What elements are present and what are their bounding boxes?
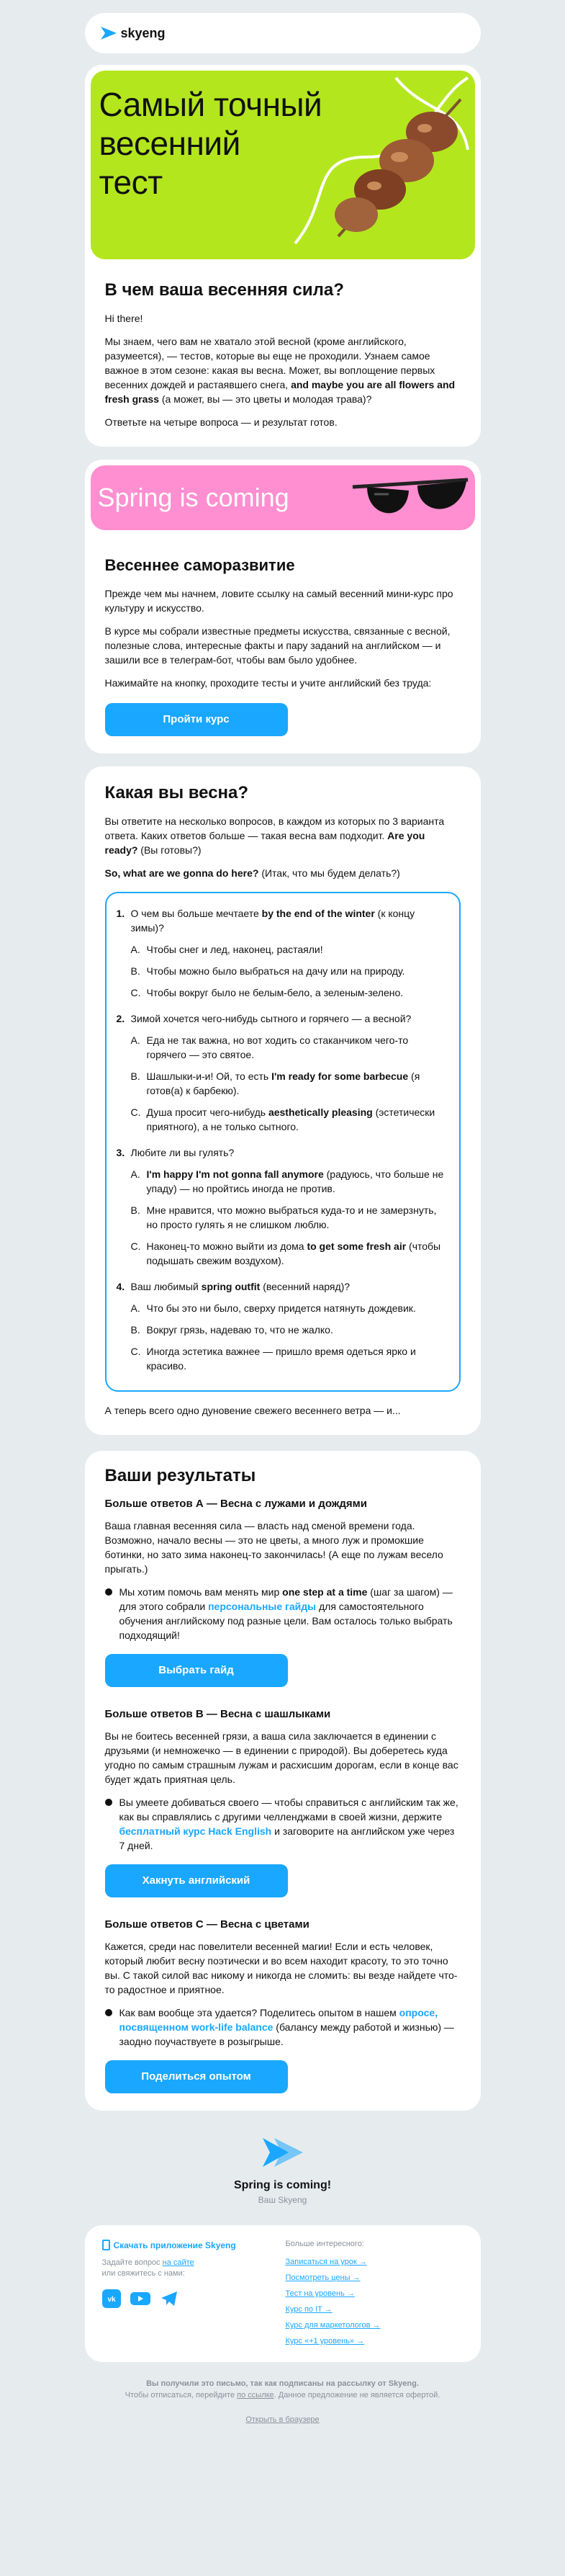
sign-title: Spring is coming! [233,2179,332,2191]
greeting: Hi there! [104,313,143,324]
take-course-button[interactable]: Пройти курс [105,703,288,736]
result-b-title: Больше ответов B — Весна с шашлыками [104,1708,331,1720]
legal-notes [85,2362,481,2425]
hero-title: Самый точный весенний тест [99,86,322,201]
result-a-title: Больше ответов А — Весна с лужами и дождями [104,1498,368,1510]
footer-left [102,2240,286,2349]
answer-option: B. Вокруг грязь, надеваю то, что не жалко. [130,1324,333,1336]
results-heading: Ваши результаты [104,1466,256,1485]
download-app-link[interactable]: Скачать приложение Skyeng [102,2240,286,2250]
spring-banner [91,465,475,530]
course-card [85,460,481,753]
footer-card [85,2225,481,2362]
answer-option: B. Чтобы можно было выбраться на дачу или на природу. [130,965,405,977]
hack-english-button[interactable]: Хакнуть английский [105,1864,288,1897]
answer-option: A. Что бы это ни было, сверху придется натянуть дождевик. [130,1302,416,1314]
answer-option: C. Душа просит чего-нибудь aesthetically pleasing (эстетически приятного), а не только сытного. [130,1106,435,1132]
bullet-dot-icon [105,2009,112,2016]
footer-link[interactable]: Курс для маркетологов → [285,2321,381,2330]
hero-intro-2: Ответьте на четыре вопроса — и результат готов. [104,416,338,428]
answer-option: A. Чтобы снег и лед, наконец, растаяли! [130,944,323,955]
hack-english-link[interactable]: бесплатный курс Hack English [119,1825,272,1837]
footer-link[interactable]: Записаться на урок → [285,2258,367,2266]
sunglasses-icon [345,465,475,530]
skewer-image-icon [288,71,475,259]
note-unsubscribe: Чтобы отписаться, перейдите по ссылке. Данное предложение не является офертой. [125,2391,440,2400]
question-text: 3. Любите ли вы гулять? [116,1147,235,1158]
sign-sub: Ваш Skyeng [258,2195,307,2205]
answer-option: A. I'm happy I'm not gonna fall anymore (радуюсь, что больше не упаду) — но пройтись иногда не против. [130,1168,444,1194]
result-b-bullet: Вы умеете добиваться своего — чтобы справиться с английским так же, как вы справлялись с другими челленджами в своей жизни, держите бесплатный курс Hack English и заговорите на английском уже через 7 дней. [105,1795,461,1853]
quiz-box [105,892,461,1392]
bullet-dot-icon [105,1799,112,1806]
share-experience-button[interactable]: Поделиться опытом [105,2060,288,2093]
course-p1: Прежде чем мы начнем, ловите ссылку на самый весенний мини-курс про культуру и искусство. [104,588,453,614]
guides-link[interactable]: персональные гайды [208,1601,317,1612]
result-b-text: Вы не боитесь весенней грязи, а ваша сила заключается в единении с друзьями (и немножечко — в единении с природой). Вы доберетесь куда угодно по самым страшным лужам и расхисшим дорогам, если в конце вас будет ждать приятная цель. [104,1730,458,1785]
question-2 [117,1011,449,1134]
question-3 [117,1145,449,1268]
site-link[interactable]: на сайте [162,2258,194,2267]
course-heading: Весеннее саморазвитие [104,556,295,574]
result-c-title: Больше ответов C — Весна с цветами [104,1918,309,1931]
footer-link[interactable]: Курс «+1 уровень» → [285,2337,365,2345]
answer-option: B. Шашлыки-и-и! Ой, то есть I'm ready for some barbecue (я готов(а) к барбекю). [130,1070,420,1096]
telegram-icon[interactable] [160,2289,178,2308]
question-text: 1. О чем вы больше мечтаете by the end of the winter (к концу зимы)? [116,908,415,934]
footer-ask: Задайте вопрос на сайте или свяжитесь с нами: [101,2258,194,2278]
result-c-bullet: Как вам вообще эта удается? Поделитесь опытом в нашем опросе, посвященном work-life balance (балансу между работой и жизнью) — заодно поучаствуете в розыгрыше. [105,2005,461,2049]
footer-right [286,2240,464,2349]
phone-icon [102,2240,110,2250]
note-subscribed: Вы получили это письмо, так как подписаны на рассылку от Skyeng. [146,2379,419,2388]
quiz-heading: Какая вы весна? [104,783,249,802]
course-p3: Нажимайте на кнопку, проходите тесты и учите английский без труда: [104,677,432,689]
footer-more: Больше интересного: [285,2240,364,2248]
hero-heading: В чем ваша весенняя сила? [104,280,344,300]
question-text: 2. Зимой хочется чего-нибудь сытного и горячего — а весной? [116,1013,412,1024]
answer-option: C. Иногда эстетика важнее — пришло время одеться ярко и красиво. [130,1346,416,1372]
course-p2: В курсе мы собрали известные предметы искусства, связанные с весной, полезные слова, интересные факты и пару заданий на английском — и зашили все в телеграм-бот, чтобы вам было удобнее. [104,625,451,666]
hero-intro: Мы знаем, чего вам не хватало этой весной (кроме английского, разумеется), — тестов, которые вы еще не проходили. Узнаем самое важное в этом сезоне: какая вы весна. Может, вы воплощение первых весенних дождей и растаявшего снега, and maybe you are all flowers and fresh grass (а может, вы — это цветы и молодая трава)? [104,336,456,405]
hero-banner [91,71,475,259]
skyeng-logo-icon [101,27,117,40]
results-card [85,1451,481,2111]
bullet-dot-icon [105,1588,112,1596]
sign-off [85,2111,481,2225]
answer-option: A. Еда не так важна, но вот ходить со стаканчиком чего-то горячего — это святое. [130,1034,409,1060]
survey-link[interactable]: опросе, посвященном work-life balance [119,2007,438,2033]
quiz-outro: А теперь всего одно дуновение свежего весеннего ветра — и... [104,1405,401,1416]
unsubscribe-link[interactable]: по ссылке [237,2391,274,2400]
hero-card [85,65,481,447]
question-text: 4. Ваш любимый spring outfit (весенний наряд)? [116,1281,351,1292]
social-icons [102,2289,286,2308]
quiz-intro: Вы ответите на несколько вопросов, в каждом из которых по 3 варианта ответа. Каких ответов больше — такая весна вам подходит. Are you ready? (Вы готовы?) [104,815,445,856]
footer-link[interactable]: Посмотреть цены → [285,2273,361,2282]
quiz-so: So, what are we gonna do here? (Итак, что мы будем делать?) [104,867,400,879]
answer-option: C. Чтобы вокруг было не белым-бело, а зеленым-зелено. [130,987,404,998]
footer-link[interactable]: Курс по IT → [285,2305,333,2314]
question-4 [117,1279,449,1373]
youtube-icon[interactable] [130,2289,151,2308]
question-1 [117,906,449,1000]
choose-guide-button[interactable]: Выбрать гайд [105,1654,288,1687]
vk-icon[interactable] [102,2289,121,2308]
brand-name: skyeng [120,25,166,40]
skyeng-logo-icon [261,2137,304,2168]
svg-text:vk: vk [107,2296,116,2304]
footer-link[interactable]: Тест на уровень → [285,2289,355,2298]
result-a-bullet: Мы хотим помочь вам менять мир one step at a time (шаг за шагом) — для этого собрали персональные гайды для самостоятельного обучения английскому под разные цели. Вам осталось только выбрать подходящий! [105,1585,461,1642]
answer-option: C. Наконец-то можно выйти из дома to get some fresh air (чтобы подышать свежим воздухом). [130,1240,441,1266]
header-card [85,13,481,53]
open-in-browser-link[interactable]: Открыть в браузере [245,2415,320,2424]
answer-option: B. Мне нравится, что можно выбраться куда-то и не замерзнуть, но просто гулять я не слишком люблю. [130,1204,437,1230]
quiz-card [85,766,481,1435]
result-c-text: Кажется, среди нас повелители весенней магии! Если и есть человек, который любит весну поэтически и во всем находит красоту, то это точно вы. С такой силой вас никому и никогда не сломить: вы везде найдете что-то радостное и приятное. [104,1941,458,1995]
spring-banner-label: Spring is coming [97,483,289,512]
result-a-text: Ваша главная весенняя сила — власть над сменой времени года. Возможно, начало весны — это не цветы, а много луж и промокшие ботинки, но зато зима наконец-то закончилась! (А еще по лужам весело прыгать.) [104,1520,443,1575]
